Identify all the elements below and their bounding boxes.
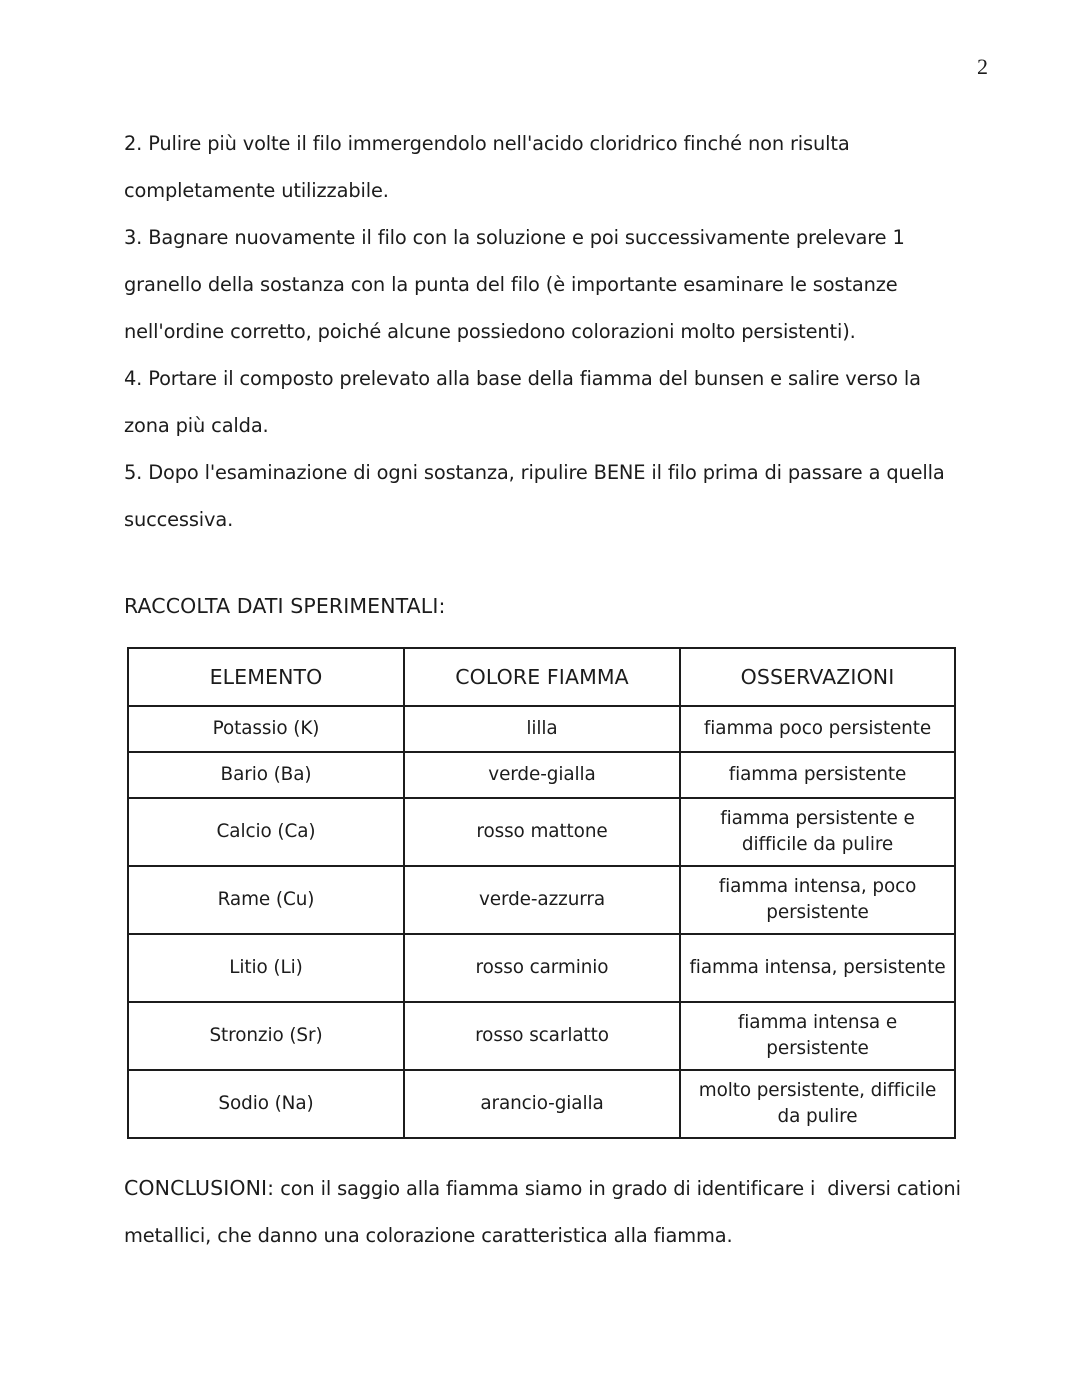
cell-elemento: Potassio (K) (128, 706, 404, 752)
conclusion-label: CONCLUSIONI: (124, 1176, 275, 1200)
cell-colore: rosso scarlatto (404, 1002, 680, 1070)
cell-osservazioni: fiamma persistente (680, 752, 955, 798)
cell-elemento: Calcio (Ca) (128, 798, 404, 866)
conclusion-paragraph (124, 1165, 967, 1259)
cell-osservazioni: molto persistente, difficile da pulire (680, 1070, 955, 1138)
cell-elemento: Sodio (Na) (128, 1070, 404, 1138)
cell-osservazioni: fiamma intensa e persistente (680, 1002, 955, 1070)
cell-colore: rosso mattone (404, 798, 680, 866)
cell-elemento: Bario (Ba) (128, 752, 404, 798)
conclusion-text: con il saggio alla fiamma siamo in grado di identificare i diversi cationi metallici, che danno una colorazione caratteristica alla fiamma. (124, 1177, 967, 1247)
cell-elemento: Litio (Li) (128, 934, 404, 1002)
table-row (128, 866, 955, 934)
table-row (128, 752, 955, 798)
flame-test-results-table (127, 647, 956, 1139)
cell-colore: lilla (404, 706, 680, 752)
cell-osservazioni: fiamma persistente e difficile da pulire (680, 798, 955, 866)
column-header-elemento: ELEMENTO (128, 648, 404, 706)
procedure-step-2: 2. Pulire più volte il filo immergendolo nell'acido cloridrico finché non risulta completamente utilizzabile. (124, 132, 856, 202)
procedure-step-4: 4. Portare il composto prelevato alla base della fiamma del bunsen e salire verso la zona più calda. (124, 367, 927, 437)
cell-elemento: Rame (Cu) (128, 866, 404, 934)
cell-colore: verde-gialla (404, 752, 680, 798)
cell-osservazioni: fiamma intensa, poco persistente (680, 866, 955, 934)
table-row (128, 706, 955, 752)
procedure-step-5: 5. Dopo l'esaminazione di ogni sostanza, ripulire BENE il filo prima di passare a quella successiva. (124, 461, 951, 531)
cell-osservazioni: fiamma poco persistente (680, 706, 955, 752)
column-header-osservazioni: OSSERVAZIONI (680, 648, 955, 706)
table-row (128, 1070, 955, 1138)
cell-osservazioni: fiamma intensa, persistente (680, 934, 955, 1002)
table-header-row (128, 648, 955, 706)
cell-elemento: Stronzio (Sr) (128, 1002, 404, 1070)
conclusion-section (124, 1165, 967, 1259)
cell-colore: verde-azzurra (404, 866, 680, 934)
cell-colore: rosso carminio (404, 934, 680, 1002)
section-heading-raccolta-dati: RACCOLTA DATI SPERIMENTALI: (124, 594, 446, 618)
table-row (128, 1002, 955, 1070)
table-row (128, 934, 955, 1002)
cell-colore: arancio-gialla (404, 1070, 680, 1138)
column-header-colore-fiamma: COLORE FIAMMA (404, 648, 680, 706)
procedure-step-3: 3. Bagnare nuovamente il filo con la soluzione e poi successivamente prelevare 1 granello della sostanza con la punta del filo (è importante esaminare le sostanze nell'ordine corretto, poiché alcune possiedono colorazioni molto persistenti). (124, 226, 911, 343)
procedure-steps (124, 120, 956, 543)
page-number: 2 (977, 54, 988, 79)
table-row (128, 798, 955, 866)
